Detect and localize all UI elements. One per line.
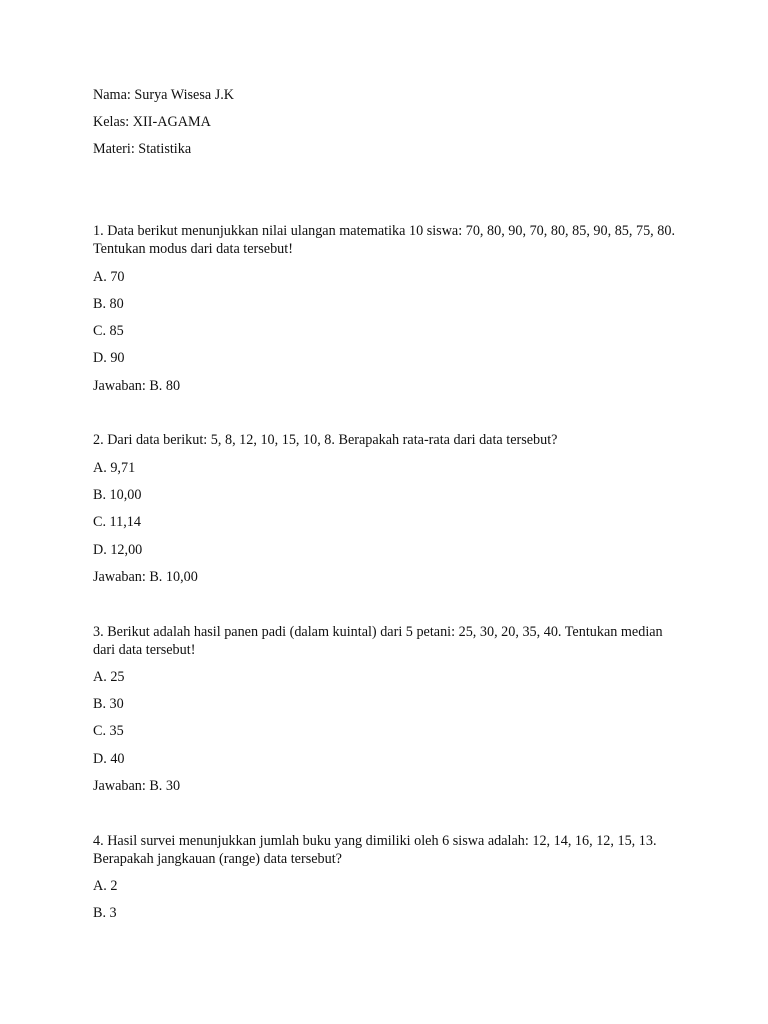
- question-text-line: 4. Hasil survei menunjukkan jumlah buku yang dimiliki oleh 6 siswa adalah: 12, 14, 16, 12, 15, 13.: [93, 833, 657, 849]
- question-text-line: 2. Dari data berikut: 5, 8, 12, 10, 15, 10, 8. Berapakah rata-rata dari data tersebut?: [93, 432, 558, 448]
- student-name: Nama: Surya Wisesa J.K: [93, 87, 235, 103]
- question-2-text: [93, 431, 683, 449]
- option: C. 35: [93, 723, 124, 739]
- student-class: Kelas: XII-AGAMA: [93, 114, 211, 130]
- question-text-line: Tentukan modus dari data tersebut!: [93, 241, 293, 257]
- option: B. 3: [93, 905, 117, 921]
- question-text-line: 1. Data berikut menunjukkan nilai ulangan matematika 10 siswa: 70, 80, 90, 70, 80, 85, 90, 85, 75, 80.: [93, 223, 675, 239]
- question-4-text: [93, 832, 683, 868]
- option: D. 90: [93, 350, 125, 366]
- question-text-line: dari data tersebut!: [93, 642, 196, 658]
- option: D. 40: [93, 751, 125, 767]
- subject: Materi: Statistika: [93, 141, 192, 157]
- answer: Jawaban: B. 30: [93, 778, 181, 794]
- option: B. 10,00: [93, 487, 142, 503]
- option: A. 2: [93, 878, 118, 894]
- option: D. 12,00: [93, 542, 143, 558]
- question-text-line: 3. Berikut adalah hasil panen padi (dalam kuintal) dari 5 petani: 25, 30, 20, 35, 40. Tentukan median: [93, 624, 663, 640]
- option: C. 11,14: [93, 514, 141, 530]
- option: B. 30: [93, 696, 124, 712]
- question-3-text: [93, 623, 683, 659]
- option: B. 80: [93, 296, 124, 312]
- option: A. 25: [93, 669, 125, 685]
- option: C. 85: [93, 323, 124, 339]
- option: A. 9,71: [93, 460, 136, 476]
- question-1-text: [93, 222, 683, 258]
- answer: Jawaban: B. 80: [93, 378, 181, 394]
- option: A. 70: [93, 269, 125, 285]
- question-text-line: Berapakah jangkauan (range) data tersebut?: [93, 851, 342, 867]
- answer: Jawaban: B. 10,00: [93, 569, 198, 585]
